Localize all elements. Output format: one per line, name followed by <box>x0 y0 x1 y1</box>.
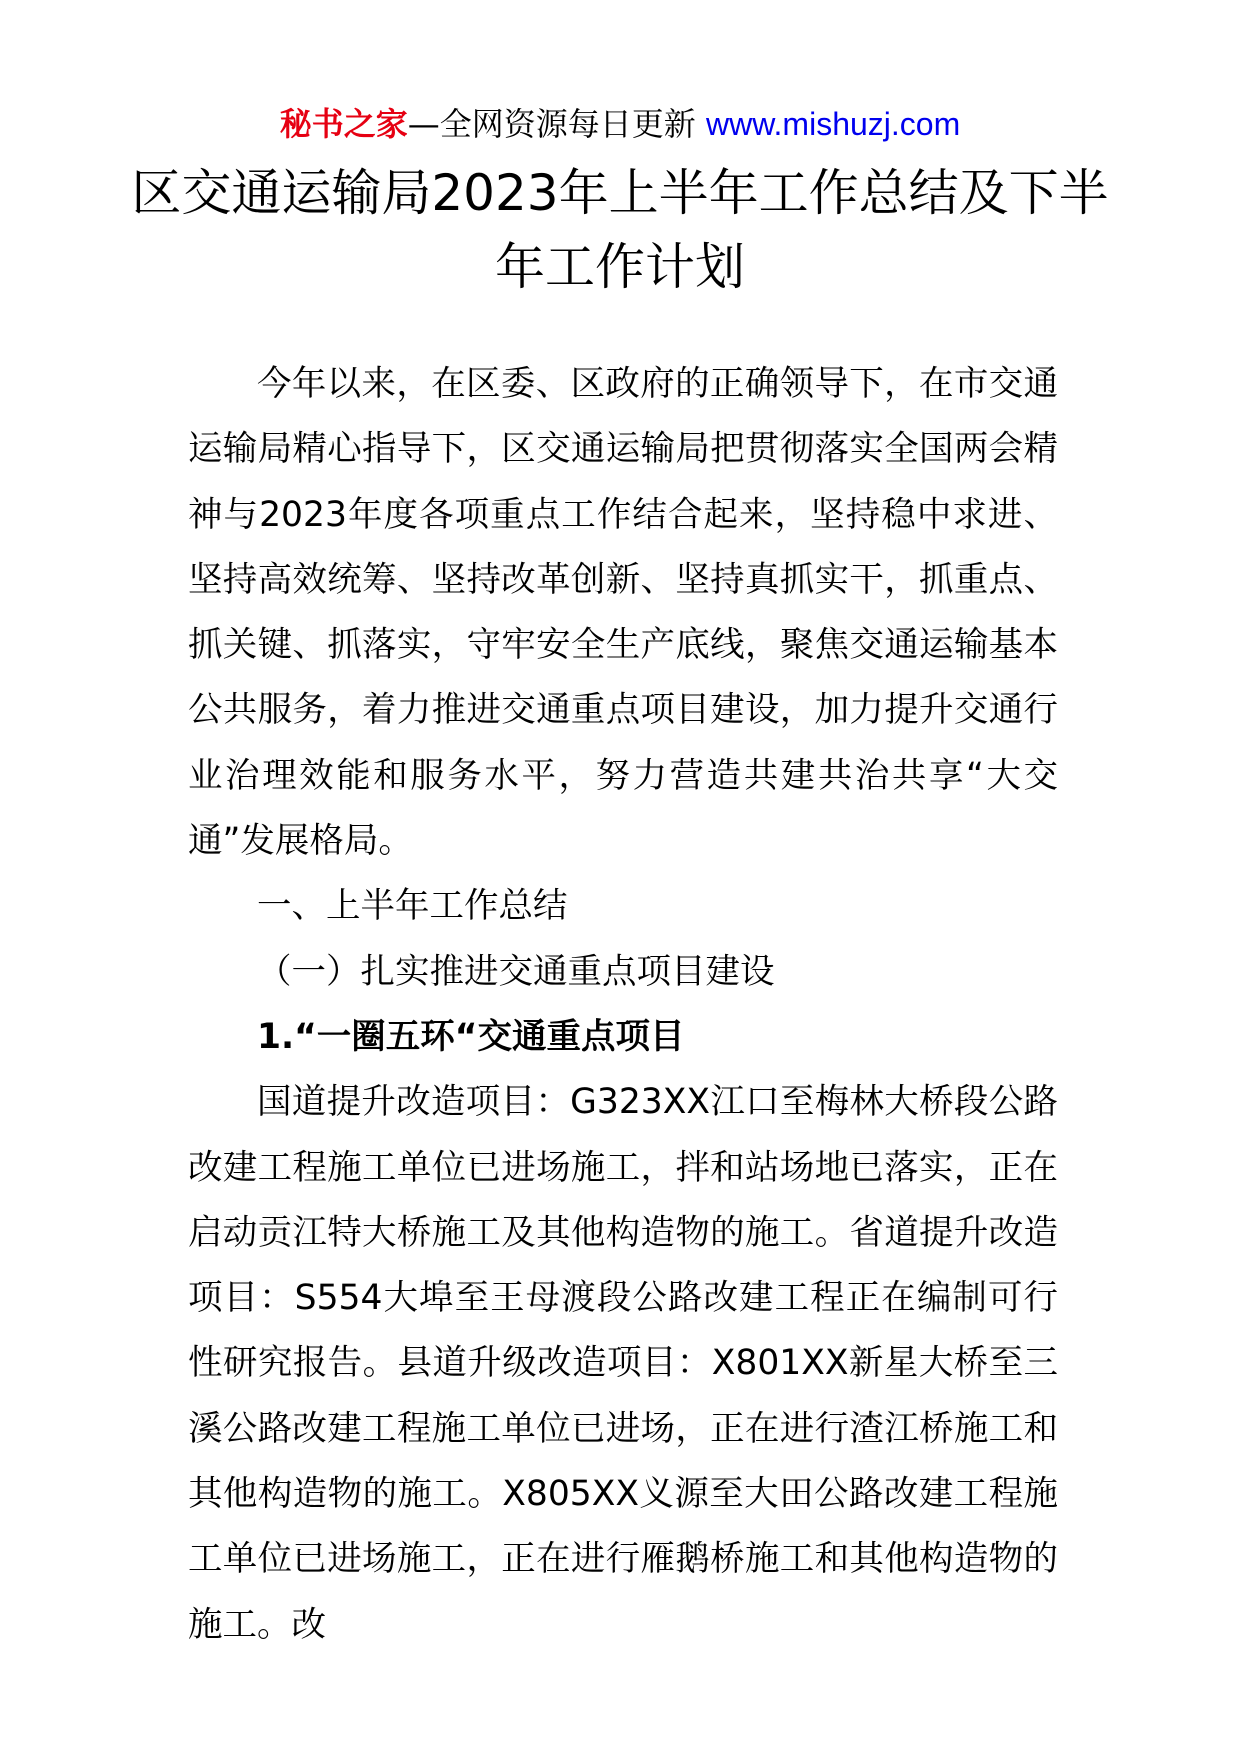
header-slogan: —全网资源每日更新 <box>407 105 706 143</box>
subsection-heading: （一）扎实推进交通重点项目建设 <box>257 951 775 992</box>
document-title: 区交通运输局2023年上半年工作总结及下半年工作计划 <box>131 164 1109 296</box>
site-header <box>0 100 1240 148</box>
body-paragraph: 国道提升改造项目：G323XX江口至梅林大桥段公路改建工程施工单位已进场施工，拌和站场地已落实，正在启动贡江特大桥施工及其他构造物的施工。省道提升改造项目：S554大埠至王母渡段公路改建工程正在编制可行性研究报告。县道升级改造项目：X801XX新星大桥至三溪公路改建工程施工单位已进场，正在进行渣江桥施工和其他构造物的施工。X805XX义源至大田公路改建工程施工单位已进场施工，正在进行雁鹅桥施工和其他构造物的施工。改 <box>188 1082 1058 1645</box>
section-heading: 一、上半年工作总结 <box>257 886 568 927</box>
item-heading: 1.“一圈五环“交通重点项目 <box>257 1016 685 1057</box>
site-url-link[interactable]: www.mishuzj.com <box>705 106 961 142</box>
intro-paragraph: 今年以来，在区委、区政府的正确领导下，在市交通运输局精心指导下，区交通运输局把贯彻落实全国两会精神与2023年度各项重点工作结合起来，坚持稳中求进、坚持高效统筹、坚持改革创新、坚持真抓实干，抓重点、抓关键、抓落实，守牢安全生产底线，聚焦交通运输基本公共服务，着力推进交通重点项目建设，加力提升交通行业治理效能和服务水平，努力营造共建共治共享“大交通”发展格局。 <box>188 364 1058 862</box>
brand-name: 秘书之家 <box>279 105 408 143</box>
document-body <box>188 352 1058 1658</box>
